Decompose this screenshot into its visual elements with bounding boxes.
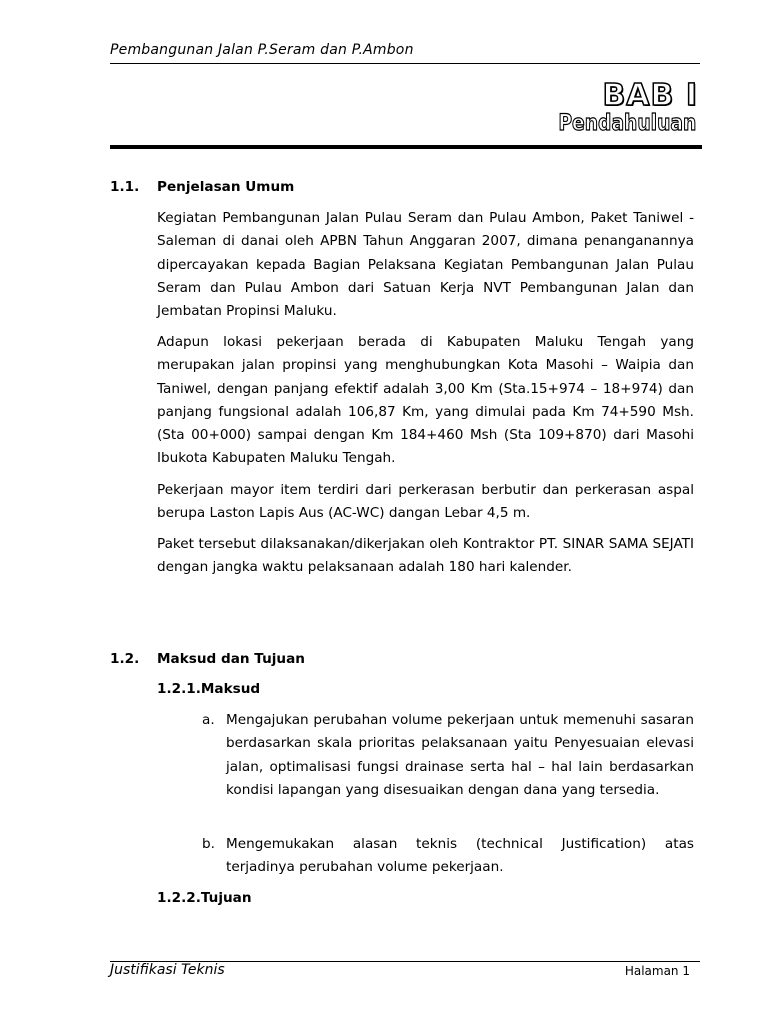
list-marker: b. [202,836,215,852]
chapter-divider [110,145,702,149]
header-divider [110,63,700,64]
subsection-heading-tujuan: 1.2.2.Tujuan [157,890,252,906]
section-number: 1.2. [110,651,140,667]
list-item-text: Mengemukakan alasan teknis (technical Justification) atas terjadinya perubahan volume pekerjaan. [226,836,694,876]
section-title: Penjelasan Umum [157,179,295,195]
paragraph: Pekerjaan mayor item terdiri dari perkerasan berbutir dan perkerasan aspal berupa Laston Lapis Aus (AC-WC) dangan Lebar 4,5 m. [157,482,694,522]
chapter-subtitle: Pendahuluan [558,111,696,136]
paragraph: Adapun lokasi pekerjaan berada di Kabupaten Maluku Tengah yang merupakan jalan propinsi yang menghubungkan Kota Masohi – Waipia dan Taniwel, dengan panjang efektif adalah 3,00 Km (Sta.15+974 – 18+974) dan panjang fungsional adalah 106,87 Km, yang dimulai pada Km 74+590 Msh. (Sta 00+000) sampai dengan Km 184+460 Msh (Sta 109+870) dari Masohi Ibukota Kabupaten Maluku Tengah. [157,334,694,467]
running-header: Pembangunan Jalan P.Seram dan P.Ambon [110,42,414,58]
footer-title: Justifikasi Teknis [110,962,225,978]
list-marker: a. [202,712,215,728]
paragraph: Paket tersebut dilaksanakan/dikerjakan oleh Kontraktor PT. SINAR SAMA SEJATI dengan jangka waktu pelaksanaan adalah 180 hari kalender. [157,536,694,576]
paragraph: Kegiatan Pembangunan Jalan Pulau Seram dan Pulau Ambon, Paket Taniwel - Saleman di danai oleh APBN Tahun Anggaran 2007, dimana penanganannya dipercayakan kepada Bagian Pelaksana Kegiatan Pembangunan Jalan Pulau Seram dan Pulau Ambon dari Satuan Kerja NVT Pembangunan Jalan dan Jembatan Propinsi Maluku. [157,210,694,320]
list-item-text: Mengajukan perubahan volume pekerjaan untuk memenuhi sasaran berdasarkan skala prioritas pelaksanaan yaitu Penyesuaian elevasi jalan, optimalisasi fungsi drainase serta hal – hal lain berdasarkan kondisi lapangan yang disesuaikan dengan dana yang tersedia. [226,712,694,798]
subsection-heading-maksud: 1.2.1.Maksud [157,681,261,697]
section-title: Maksud dan Tujuan [157,651,305,667]
chapter-title: BAB I [602,78,698,113]
page-number: Halaman 1 [624,964,690,978]
section-number: 1.1. [110,179,140,195]
